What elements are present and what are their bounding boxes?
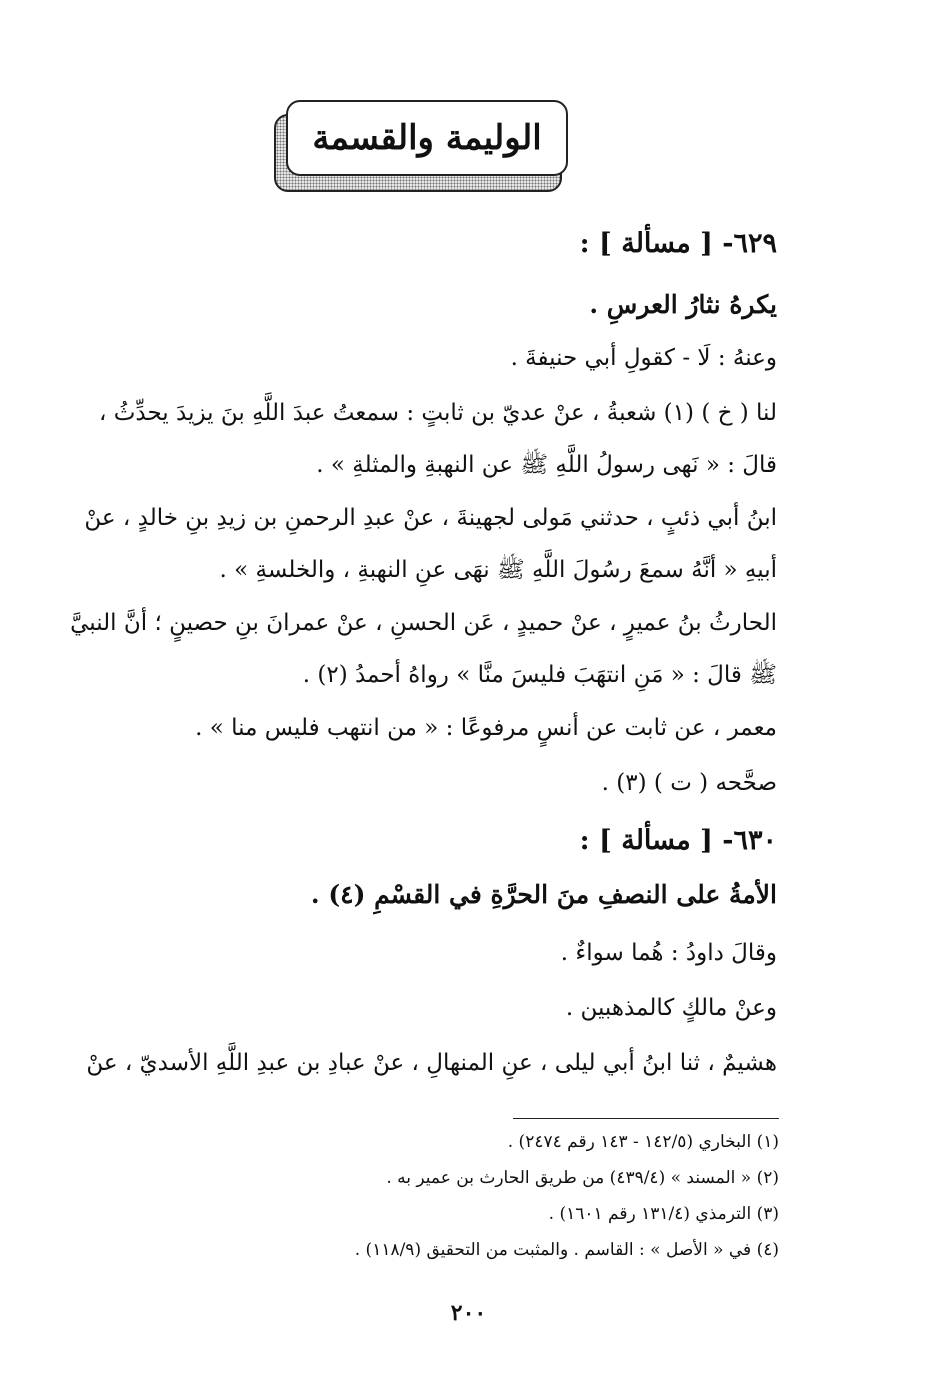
footnote: (٣) الترمذي (١٣١/٤ رقم ١٦٠١) . <box>548 1204 779 1224</box>
text-line: أبيهِ « أنَّهُ سمعَ رسُولَ اللَّهِ ﷺ نهَى عنِ النهبةِ ، والخلسةِ » . <box>219 557 777 583</box>
issue-heading-630: ٦٣٠- [ مسألة ] : <box>579 825 777 856</box>
text-line: وعنْ مالكٍ كالمذهبين . <box>565 995 777 1021</box>
text-line: ابنُ أبي ذئبٍ ، حدثني مَولى لجهينةَ ، عنْ عبدِ الرحمنِ بن زيدِ بنِ خالدٍ ، عنْ <box>84 505 777 531</box>
text-line: قالَ : « نَهى رسولُ اللَّهِ ﷺ عن النهبةِ والمثلةِ » . <box>316 452 777 478</box>
text-line: صحَّحه ( ت ) (٣) . <box>601 770 777 796</box>
text-line: هشيمٌ ، ثنا ابنُ أبي ليلى ، عنِ المنهالِ ، عنْ عبادِ بن عبدِ اللَّهِ الأسديّ ، عنْ <box>86 1050 777 1076</box>
footnote: (١) البخاري (١٤٢/٥ - ١٤٣ رقم ٢٤٧٤) . <box>507 1132 779 1152</box>
ruling-statement: الأمةُ على النصفِ منَ الحرَّةِ في القسْمِ (٤) . <box>310 880 777 909</box>
footnote: (٢) « المسند » (٤٣٩/٤) من طريق الحارث بن عمير به . <box>386 1168 779 1188</box>
title-frame <box>286 100 568 176</box>
text-line: لنا ( خ ) (١) شعبةُ ، عنْ عديّ بن ثابتٍ : سمعتُ عبدَ اللَّهِ بنَ يزيدَ يحدِّثُ ، <box>98 400 777 426</box>
chapter-title: الوليمة والقسمة <box>312 118 542 158</box>
text-line: الحارثُ بنُ عميرٍ ، عنْ حميدٍ ، عَن الحسنِ ، عنْ عمرانَ بنِ حصينٍ ؛ أنَّ النبيَّ <box>70 610 777 636</box>
text-line: ﷺ قالَ : « مَنِ انتهَبَ فليسَ منَّا » رواهُ أحمدُ (٢) . <box>302 662 777 688</box>
page-number: ٢٠٠ <box>450 1300 487 1326</box>
text-line: وعنهُ : لَا - كقولِ أبي حنيفةَ . <box>510 345 777 371</box>
footnote-separator <box>513 1118 779 1119</box>
text-line: معمر ، عن ثابت عن أنسٍ مرفوعًا : « من انتهب فليس منا » . <box>195 715 777 741</box>
text-line: وقالَ داودُ : هُما سواءٌ . <box>560 940 777 966</box>
ruling-statement: يكرهُ نثارُ العرسِ . <box>589 290 777 319</box>
chapter-title-cartouche <box>274 100 574 190</box>
footnote: (٤) في « الأصل » : القاسم . والمثبت من التحقيق (١١٨/٩) . <box>354 1240 779 1260</box>
issue-heading-629: ٦٢٩- [ مسألة ] : <box>579 228 777 259</box>
